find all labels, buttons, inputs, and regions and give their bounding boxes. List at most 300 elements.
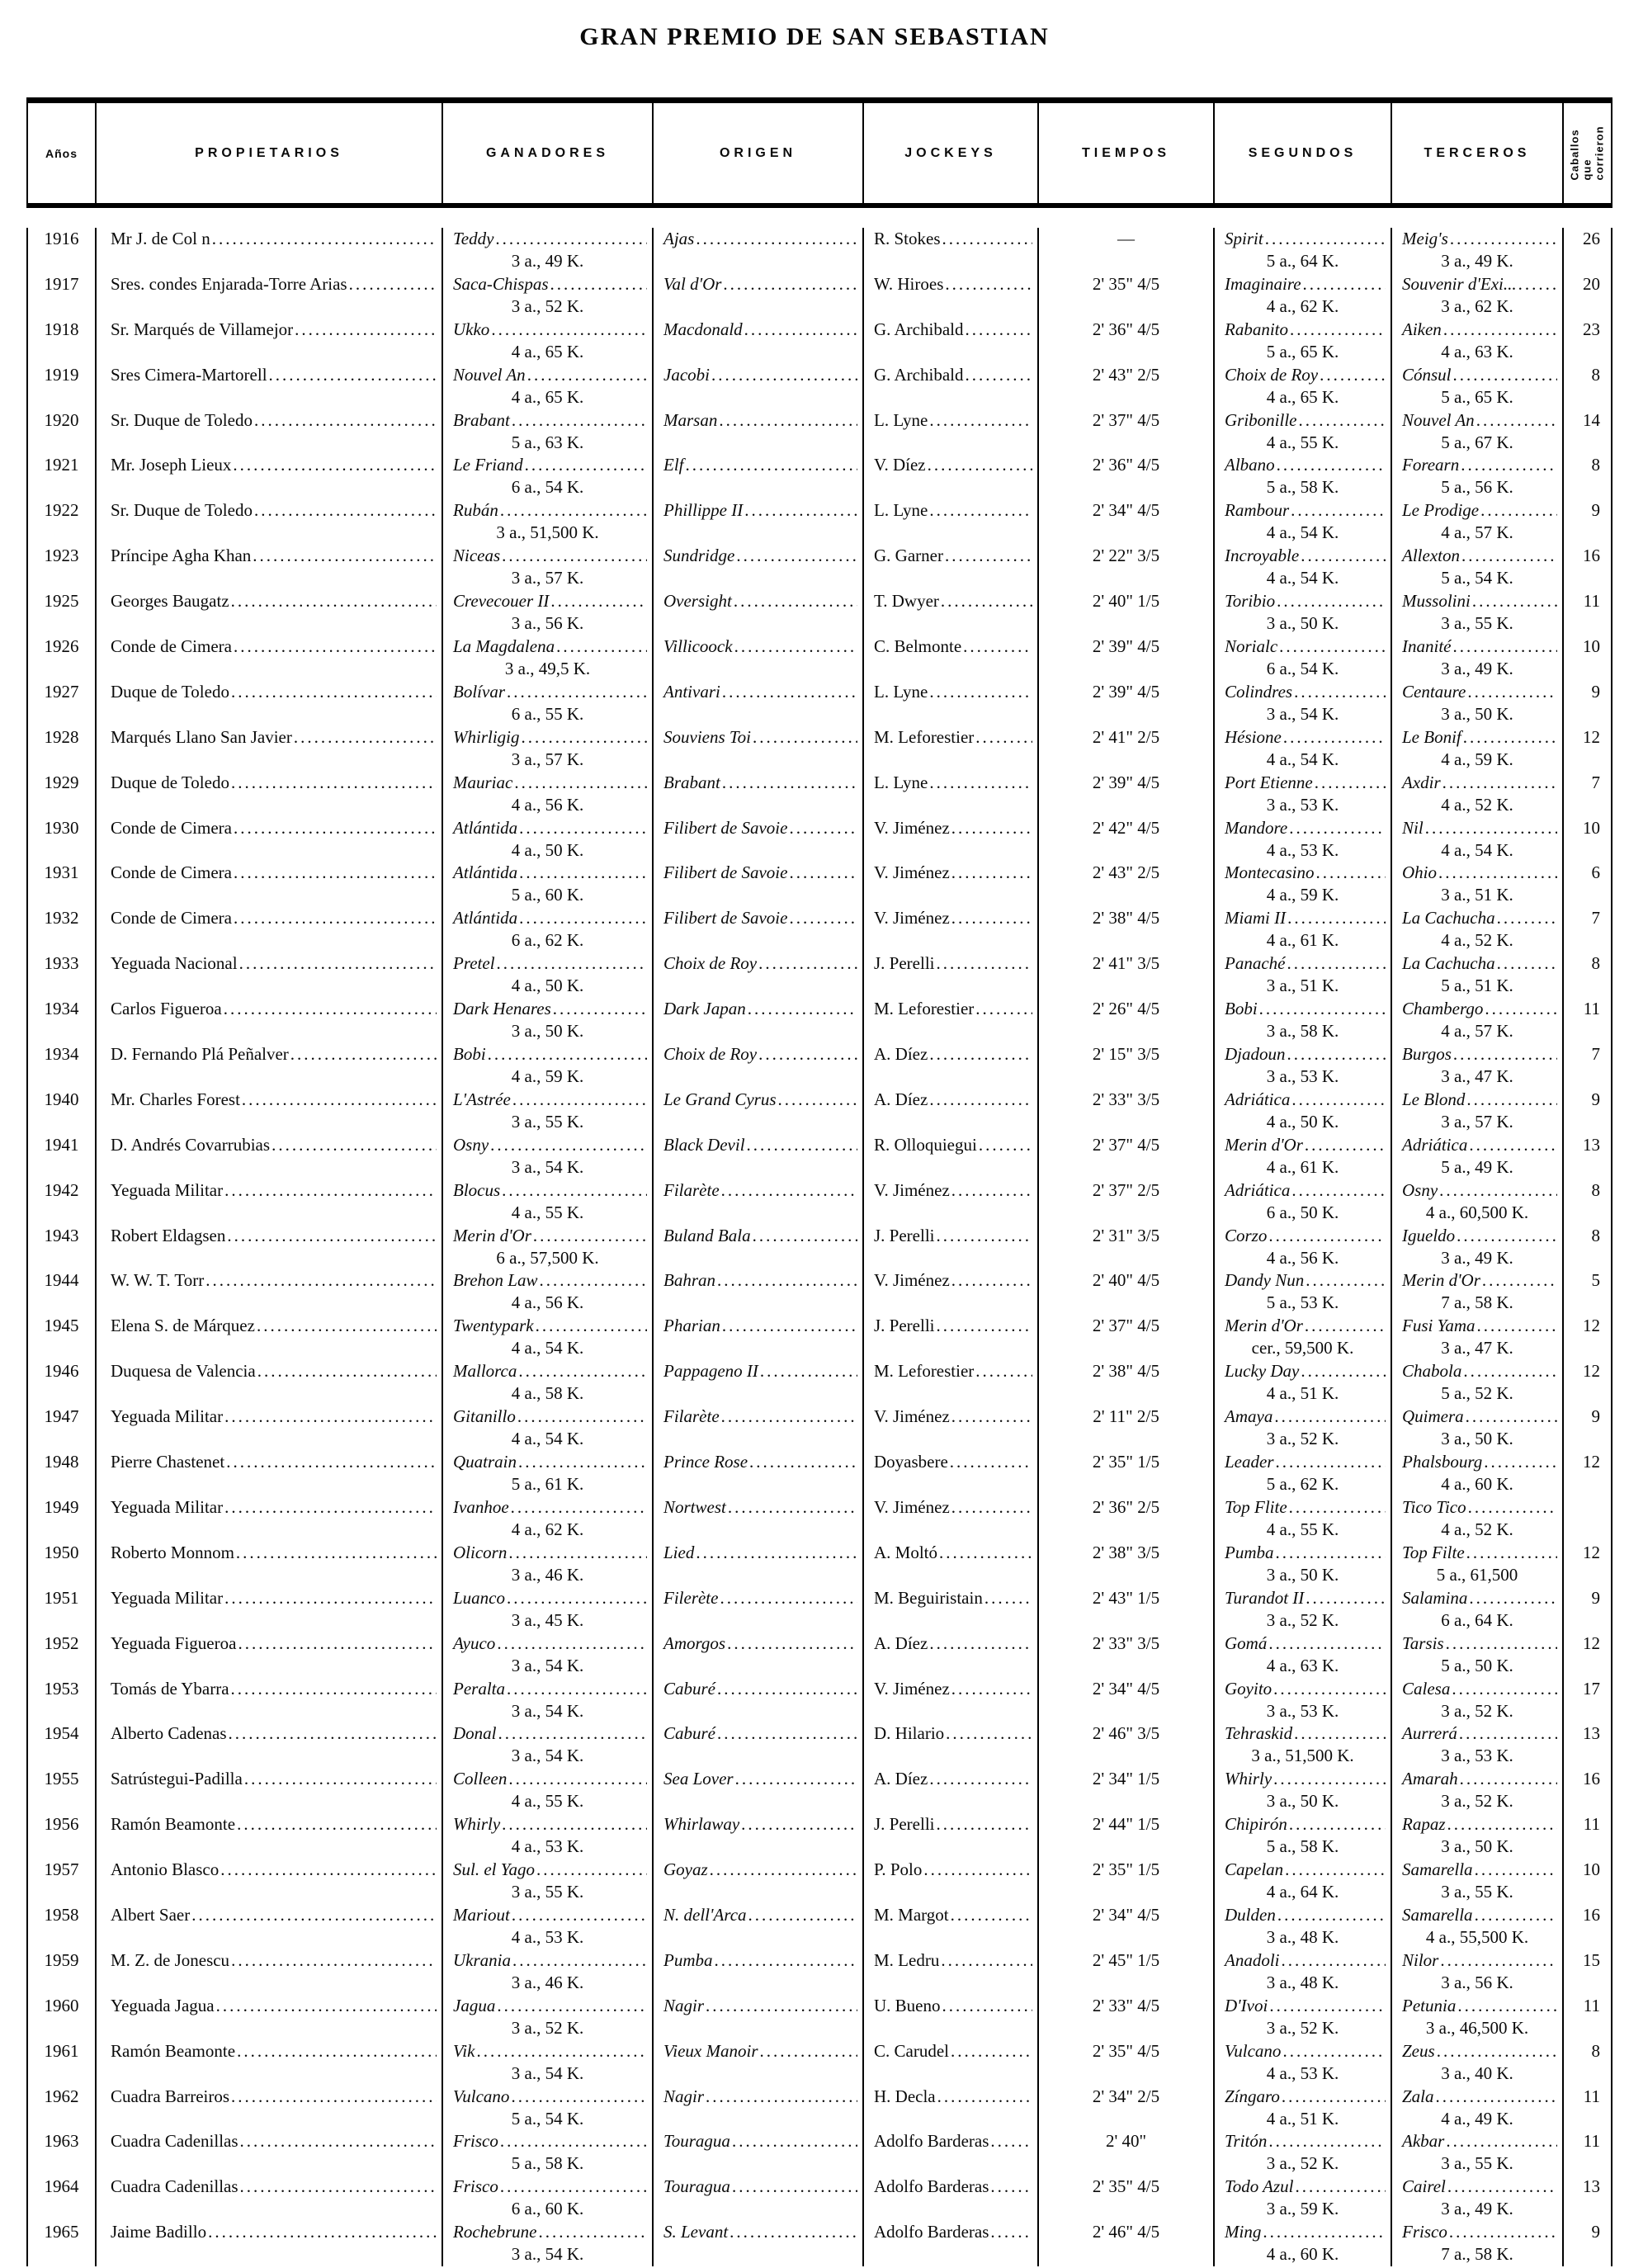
owner-cell <box>97 1813 443 1859</box>
winner-name: Osny <box>453 1134 489 1155</box>
year-cell <box>26 952 97 998</box>
owner-name-line <box>97 1587 441 1609</box>
third-name: Zala <box>1402 2086 1434 2106</box>
second-name: Bobi <box>1225 999 1258 1019</box>
jockey-cell <box>864 1134 1039 1179</box>
jockey-cell <box>864 1451 1039 1496</box>
winner-name: Merin d'Or <box>453 1225 531 1245</box>
owner-cell <box>97 1451 443 1496</box>
origin-name-line <box>654 319 862 341</box>
second-name: Port Etienne <box>1225 772 1313 792</box>
dot-leader <box>204 1269 437 1292</box>
time-cell <box>1039 273 1215 319</box>
second-weight: 5 a., 65 K. <box>1266 341 1339 361</box>
third-name-line <box>1392 2176 1562 2198</box>
owner-name-line <box>97 1722 441 1745</box>
second-name-line <box>1215 1995 1391 2017</box>
table-row <box>26 1315 1612 1360</box>
time-value: 2' 39" 4/5 <box>1092 636 1160 657</box>
third-weight: 4 a., 55,500 K. <box>1425 1926 1529 1947</box>
jockey-name: C. Belmonte <box>874 636 962 657</box>
second-weight: 3 a., 50 K. <box>1266 1791 1339 1812</box>
dot-leader <box>509 1496 647 1519</box>
dot-leader <box>1448 228 1557 250</box>
jockey-cell <box>864 1360 1039 1406</box>
dot-leader <box>715 1678 857 1700</box>
third-name-line <box>1392 319 1562 341</box>
dot-leader <box>935 1315 1033 1337</box>
owner-name-line <box>97 319 441 341</box>
second-name-line <box>1215 998 1391 1020</box>
winner-name-line <box>443 1587 652 1609</box>
dot-leader <box>256 1360 437 1382</box>
winner-weight: 4 a., 53 K. <box>511 1836 584 1857</box>
winner-weight: 3 a., 54 K. <box>511 2062 584 2083</box>
winner-weight: 4 a., 59 K. <box>511 1066 584 1087</box>
dot-leader <box>704 1995 857 2017</box>
dot-leader <box>1456 1995 1557 2017</box>
year-cell <box>26 590 97 636</box>
owner-name-line <box>97 1995 441 2017</box>
origin-cell <box>654 2130 864 2176</box>
origin-name-line <box>654 1859 862 1881</box>
owner-name-line <box>97 1225 441 1247</box>
dot-leader <box>1299 1360 1386 1382</box>
dot-leader <box>715 1722 857 1745</box>
owner-cell <box>97 1089 443 1134</box>
winner-name: Ukko <box>453 319 490 339</box>
third-name: Aiken <box>1402 319 1442 339</box>
time-value: 2' 42" 4/5 <box>1092 817 1160 838</box>
jockey-name-line <box>864 1406 1037 1428</box>
origin-name: Filibert de Savoie <box>663 817 788 838</box>
dot-leader <box>536 2221 647 2243</box>
origin-name-line <box>654 1225 862 1247</box>
time-cell <box>1039 2040 1215 2086</box>
third-name: Akbar <box>1402 2131 1445 2152</box>
year-value: 1955 <box>44 1769 79 1789</box>
second-name-line <box>1215 319 1391 341</box>
third-weight: 3 a., 50 K. <box>1441 1429 1513 1449</box>
dot-leader <box>1258 998 1386 1020</box>
dot-leader <box>1466 1496 1557 1519</box>
third-name-line <box>1392 228 1562 250</box>
origin-name-line <box>654 1904 862 1926</box>
owner-name: Sres. condes Enjarada-Torre Arias <box>111 273 347 294</box>
dot-leader <box>1261 2221 1386 2243</box>
year-value: 1959 <box>44 1949 79 1970</box>
third-name-line <box>1392 681 1562 703</box>
second-name: Gribonille <box>1225 409 1297 430</box>
second-name: Mandore <box>1225 817 1288 838</box>
origin-cell <box>654 1678 864 1723</box>
dot-leader <box>1480 1269 1557 1292</box>
owner-name-line <box>97 2040 441 2062</box>
jockey-name-line <box>864 907 1037 929</box>
winner-name: Peralta <box>453 1678 505 1699</box>
origin-name: Touragua <box>663 2131 730 2152</box>
origin-name-line <box>654 772 862 794</box>
winner-weight: 4 a., 62 K. <box>511 1519 584 1539</box>
jockey-name: J. Perelli <box>874 953 935 974</box>
origin-name: Filarète <box>663 1179 720 1200</box>
jockey-name-line <box>864 726 1037 749</box>
dot-leader <box>511 1949 647 1972</box>
dot-leader <box>974 726 1032 749</box>
second-name: Gomá <box>1225 1632 1268 1653</box>
time-cell <box>1039 1995 1215 2040</box>
jockey-name: G. Archibald <box>874 364 964 385</box>
third-weight: 3 a., 49 K. <box>1441 251 1513 271</box>
dot-leader <box>1435 2040 1557 2062</box>
count-cell <box>1564 2086 1612 2131</box>
dot-leader <box>1280 1949 1386 1972</box>
winner-cell <box>443 2221 654 2266</box>
table-row <box>26 772 1612 817</box>
count-cell <box>1564 1360 1612 1406</box>
owner-cell <box>97 545 443 590</box>
origin-cell <box>654 1542 864 1587</box>
table-row <box>26 817 1612 862</box>
jockey-name-line <box>864 590 1037 612</box>
origin-name: Sea Lover <box>663 1769 734 1789</box>
dot-leader <box>507 1542 647 1564</box>
origin-cell <box>654 319 864 364</box>
dot-leader <box>1272 1768 1386 1790</box>
winner-name: Saca-Chispas <box>453 273 549 294</box>
winner-name: Quatrain <box>453 1452 517 1472</box>
jockey-cell <box>864 454 1039 499</box>
count-value: 12 <box>1583 1361 1600 1382</box>
third-cell <box>1392 817 1564 862</box>
count-cell <box>1564 1632 1612 1678</box>
time-value: 2' 35" 4/5 <box>1092 2176 1160 2197</box>
origin-name-line <box>654 907 862 929</box>
third-name: Igueldo <box>1402 1225 1456 1245</box>
time-cell <box>1039 1542 1215 1587</box>
year-value: 1926 <box>44 636 79 657</box>
winner-weight: 6 a., 60 K. <box>511 2199 584 2219</box>
dot-leader <box>935 1225 1033 1247</box>
table-row <box>26 2176 1612 2221</box>
winner-name: Jagua <box>453 1995 496 2015</box>
dot-leader <box>1461 1360 1557 1382</box>
origin-cell <box>654 1134 864 1179</box>
dot-leader <box>234 1542 437 1564</box>
third-name: Zeus <box>1402 2040 1435 2061</box>
time-value: 2' 39" 4/5 <box>1092 681 1160 702</box>
jockey-name-line <box>864 1360 1037 1382</box>
year-value: 1944 <box>44 1270 79 1291</box>
year-value: 1927 <box>44 681 79 702</box>
count-cell <box>1564 772 1612 817</box>
count-value: 8 <box>1591 1225 1600 1245</box>
origin-name-line <box>654 998 862 1020</box>
year-cell <box>26 1813 97 1859</box>
second-cell <box>1215 1179 1392 1225</box>
owner-cell <box>97 1995 443 2040</box>
second-weight: 4 a., 61 K. <box>1266 1156 1339 1177</box>
year-value: 1917 <box>44 273 79 294</box>
count-value: 9 <box>1591 2222 1600 2242</box>
third-name: Cairel <box>1402 2176 1446 2197</box>
dot-leader <box>1452 364 1557 386</box>
year-value: 1948 <box>44 1452 79 1472</box>
third-name-line <box>1392 907 1562 929</box>
dot-leader <box>510 409 647 432</box>
third-weight: 3 a., 50 K. <box>1441 1836 1513 1857</box>
dot-leader <box>229 1949 437 1972</box>
jockey-name: R. Stokes <box>874 229 941 248</box>
year-cell <box>26 1722 97 1768</box>
dot-leader <box>270 1134 437 1156</box>
third-name: Frisco <box>1402 2222 1447 2242</box>
time-cell <box>1039 364 1215 409</box>
year-cell <box>26 1678 97 1723</box>
count-cell <box>1564 1722 1612 1768</box>
winner-name-line <box>443 2130 652 2152</box>
winner-weight: 3 a., 54 K. <box>511 1700 584 1721</box>
dot-leader <box>1289 499 1386 522</box>
count-cell <box>1564 1496 1612 1542</box>
dot-leader <box>961 636 1032 658</box>
dot-leader <box>475 2040 647 2062</box>
second-cell <box>1215 1225 1392 1270</box>
count-cell <box>1564 499 1612 545</box>
second-name: Colindres <box>1225 681 1293 702</box>
dot-leader <box>1274 1542 1386 1564</box>
second-weight: 4 a., 55 K. <box>1266 432 1339 452</box>
dot-leader <box>517 862 647 884</box>
winner-cell <box>443 1089 654 1134</box>
jockey-name-line <box>864 1995 1037 2017</box>
origin-name-line <box>654 817 862 839</box>
dot-leader <box>231 454 437 476</box>
dot-leader <box>517 1360 647 1382</box>
owner-name-line <box>97 1269 441 1292</box>
dot-leader <box>1475 409 1557 432</box>
year-cell <box>26 1043 97 1089</box>
second-weight: 6 a., 54 K. <box>1266 659 1339 679</box>
origin-name-line <box>654 2040 862 2062</box>
owner-cell <box>97 1134 443 1179</box>
jockey-name-line <box>864 364 1037 386</box>
winner-name-line <box>443 1315 652 1337</box>
dot-leader <box>206 2221 437 2243</box>
second-name-line <box>1215 817 1391 839</box>
winner-weight: 3 a., 57 K. <box>511 568 584 588</box>
second-weight: 3 a., 59 K. <box>1266 2199 1339 2219</box>
third-name: Salamina <box>1402 1587 1468 1608</box>
dot-leader <box>1460 545 1557 567</box>
third-name-line <box>1392 1496 1562 1519</box>
jockey-name-line <box>864 862 1037 884</box>
origin-name: Caburé <box>663 1678 715 1699</box>
owner-name: Sr. Duque de Toledo <box>111 500 253 521</box>
second-name: Imaginaire <box>1225 273 1301 294</box>
second-cell <box>1215 862 1392 907</box>
dot-leader <box>943 545 1032 567</box>
third-name-line <box>1392 726 1562 749</box>
owner-name-line <box>97 1496 441 1519</box>
winner-name-line <box>443 409 652 432</box>
third-name: Tico Tico <box>1402 1496 1466 1517</box>
owner-cell <box>97 1406 443 1451</box>
count-cell <box>1564 1768 1612 1813</box>
col-header-caballos <box>1564 103 1612 203</box>
dot-leader <box>227 1722 437 1745</box>
third-cell <box>1392 1995 1564 2040</box>
count-cell <box>1564 907 1612 952</box>
origin-name: Phillippe II <box>663 500 744 521</box>
origin-cell <box>654 1632 864 1678</box>
jockey-name: R. Olloquiegui <box>874 1134 977 1155</box>
table-row <box>26 681 1612 726</box>
third-weight: 3 a., 51 K. <box>1441 885 1513 905</box>
dot-leader <box>489 319 647 341</box>
origin-name: Whirlaway <box>663 1814 740 1835</box>
count-value: 10 <box>1583 817 1600 838</box>
count-cell <box>1564 2221 1612 2266</box>
jockey-cell <box>864 1949 1039 1995</box>
origin-name-line <box>654 1587 862 1609</box>
second-weight: 4 a., 53 K. <box>1266 839 1339 860</box>
third-weight: 4 a., 57 K. <box>1441 522 1513 543</box>
dot-leader <box>1290 1089 1386 1111</box>
dot-leader <box>935 952 1033 975</box>
third-cell <box>1392 1496 1564 1542</box>
second-cell <box>1215 1496 1392 1542</box>
second-name-line <box>1215 1722 1391 1745</box>
jockey-cell <box>864 681 1039 726</box>
second-name-line <box>1215 1225 1391 1247</box>
third-weight: 3 a., 40 K. <box>1441 2062 1513 2083</box>
dot-leader <box>1303 1315 1386 1337</box>
winner-weight: 3 a., 50 K. <box>511 1021 584 1042</box>
origin-name-line <box>654 1678 862 1700</box>
count-cell <box>1564 545 1612 590</box>
owner-name-line <box>97 907 441 929</box>
dot-leader <box>512 772 647 794</box>
second-cell <box>1215 1089 1392 1134</box>
origin-name: Le Grand Cyrus <box>663 1089 777 1109</box>
jockey-cell <box>864 1315 1039 1360</box>
origin-cell <box>654 1995 864 2040</box>
winner-cell <box>443 907 654 952</box>
year-value: 1950 <box>44 1542 79 1562</box>
second-weight: 4 a., 51 K. <box>1266 1383 1339 1404</box>
second-weight: 3 a., 54 K. <box>1266 703 1339 724</box>
third-cell <box>1392 907 1564 952</box>
dot-leader <box>950 1269 1032 1292</box>
second-weight: 3 a., 58 K. <box>1266 1021 1339 1042</box>
origin-name: Pappageno II <box>663 1361 758 1382</box>
second-cell <box>1215 1813 1392 1859</box>
time-cell <box>1039 1813 1215 1859</box>
dot-leader <box>1267 1225 1386 1247</box>
dot-leader <box>229 2086 437 2108</box>
winner-weight: 3 a., 54 K. <box>511 2244 584 2265</box>
second-name: Zíngaro <box>1225 2086 1280 2106</box>
dot-leader <box>498 2130 647 2152</box>
jockey-cell <box>864 590 1039 636</box>
jockey-name: H. Decla <box>874 2086 936 2106</box>
jockey-name: V. Jiménez <box>874 1496 950 1517</box>
third-cell <box>1392 681 1564 726</box>
year-value: 1962 <box>44 2086 79 2106</box>
table-body <box>26 208 1612 2268</box>
time-value: 2' 46" 4/5 <box>1092 2222 1160 2242</box>
winner-weight: 6 a., 57,500 K. <box>496 1247 599 1268</box>
jockey-cell <box>864 952 1039 998</box>
time-value: 2' 34" 4/5 <box>1092 1904 1160 1925</box>
time-value: 2' 45" 1/5 <box>1092 1949 1160 1970</box>
winner-name: Twentypark <box>453 1316 534 1336</box>
winner-name: Mariout <box>453 1904 510 1925</box>
third-name-line <box>1392 636 1562 658</box>
dot-leader <box>1459 454 1557 476</box>
count-value: 9 <box>1591 681 1600 702</box>
third-cell <box>1392 1225 1564 1270</box>
third-name: Meig's <box>1402 229 1448 248</box>
second-name-line <box>1215 364 1391 386</box>
dot-leader <box>941 1995 1033 2017</box>
winner-cell <box>443 1406 654 1451</box>
second-weight: 4 a., 53 K. <box>1266 2062 1339 2083</box>
time-cell <box>1039 1089 1215 1134</box>
owner-cell <box>97 726 443 772</box>
time-cell <box>1039 1315 1215 1360</box>
jockey-name-line <box>864 1678 1037 1700</box>
jockey-name: M. Leforestier <box>874 726 975 747</box>
owner-name: Cuadra Barreiros <box>111 2086 230 2106</box>
third-name: Centaure <box>1402 681 1466 702</box>
owner-name-line <box>97 590 441 612</box>
dot-leader <box>215 1995 437 2017</box>
jockey-cell <box>864 364 1039 409</box>
third-cell <box>1392 998 1564 1043</box>
second-name: Rabanito <box>1225 319 1288 339</box>
table-row <box>26 1089 1612 1134</box>
third-weight: 3 a., 49 K. <box>1441 2199 1513 2219</box>
owner-name-line <box>97 545 441 567</box>
year-value: 1964 <box>44 2176 79 2197</box>
third-name: Aurrerá <box>1402 1723 1457 1744</box>
count-value: 9 <box>1591 1406 1600 1427</box>
dot-leader <box>922 1859 1032 1881</box>
second-weight: 3 a., 51,500 K. <box>1251 1746 1354 1766</box>
count-cell <box>1564 1542 1612 1587</box>
winner-cell <box>443 1904 654 1949</box>
owner-cell <box>97 681 443 726</box>
origin-name: Black Devil <box>663 1134 745 1155</box>
winner-name: Brabant <box>453 409 510 430</box>
winner-cell <box>443 726 654 772</box>
winner-name: Bobi <box>453 1044 486 1065</box>
table-row <box>26 499 1612 545</box>
dot-leader <box>498 2176 647 2198</box>
jockey-name-line <box>864 1451 1037 1473</box>
second-name: Choix de Roy <box>1225 364 1319 385</box>
owner-name-line <box>97 364 441 386</box>
owner-name: D. Andrés Covarrubias <box>111 1134 271 1155</box>
time-cell <box>1039 2221 1215 2266</box>
third-name: Samarella <box>1402 1904 1473 1925</box>
second-cell <box>1215 1406 1392 1451</box>
count-cell <box>1564 454 1612 499</box>
dot-leader <box>733 636 857 658</box>
dot-leader <box>937 1542 1032 1564</box>
